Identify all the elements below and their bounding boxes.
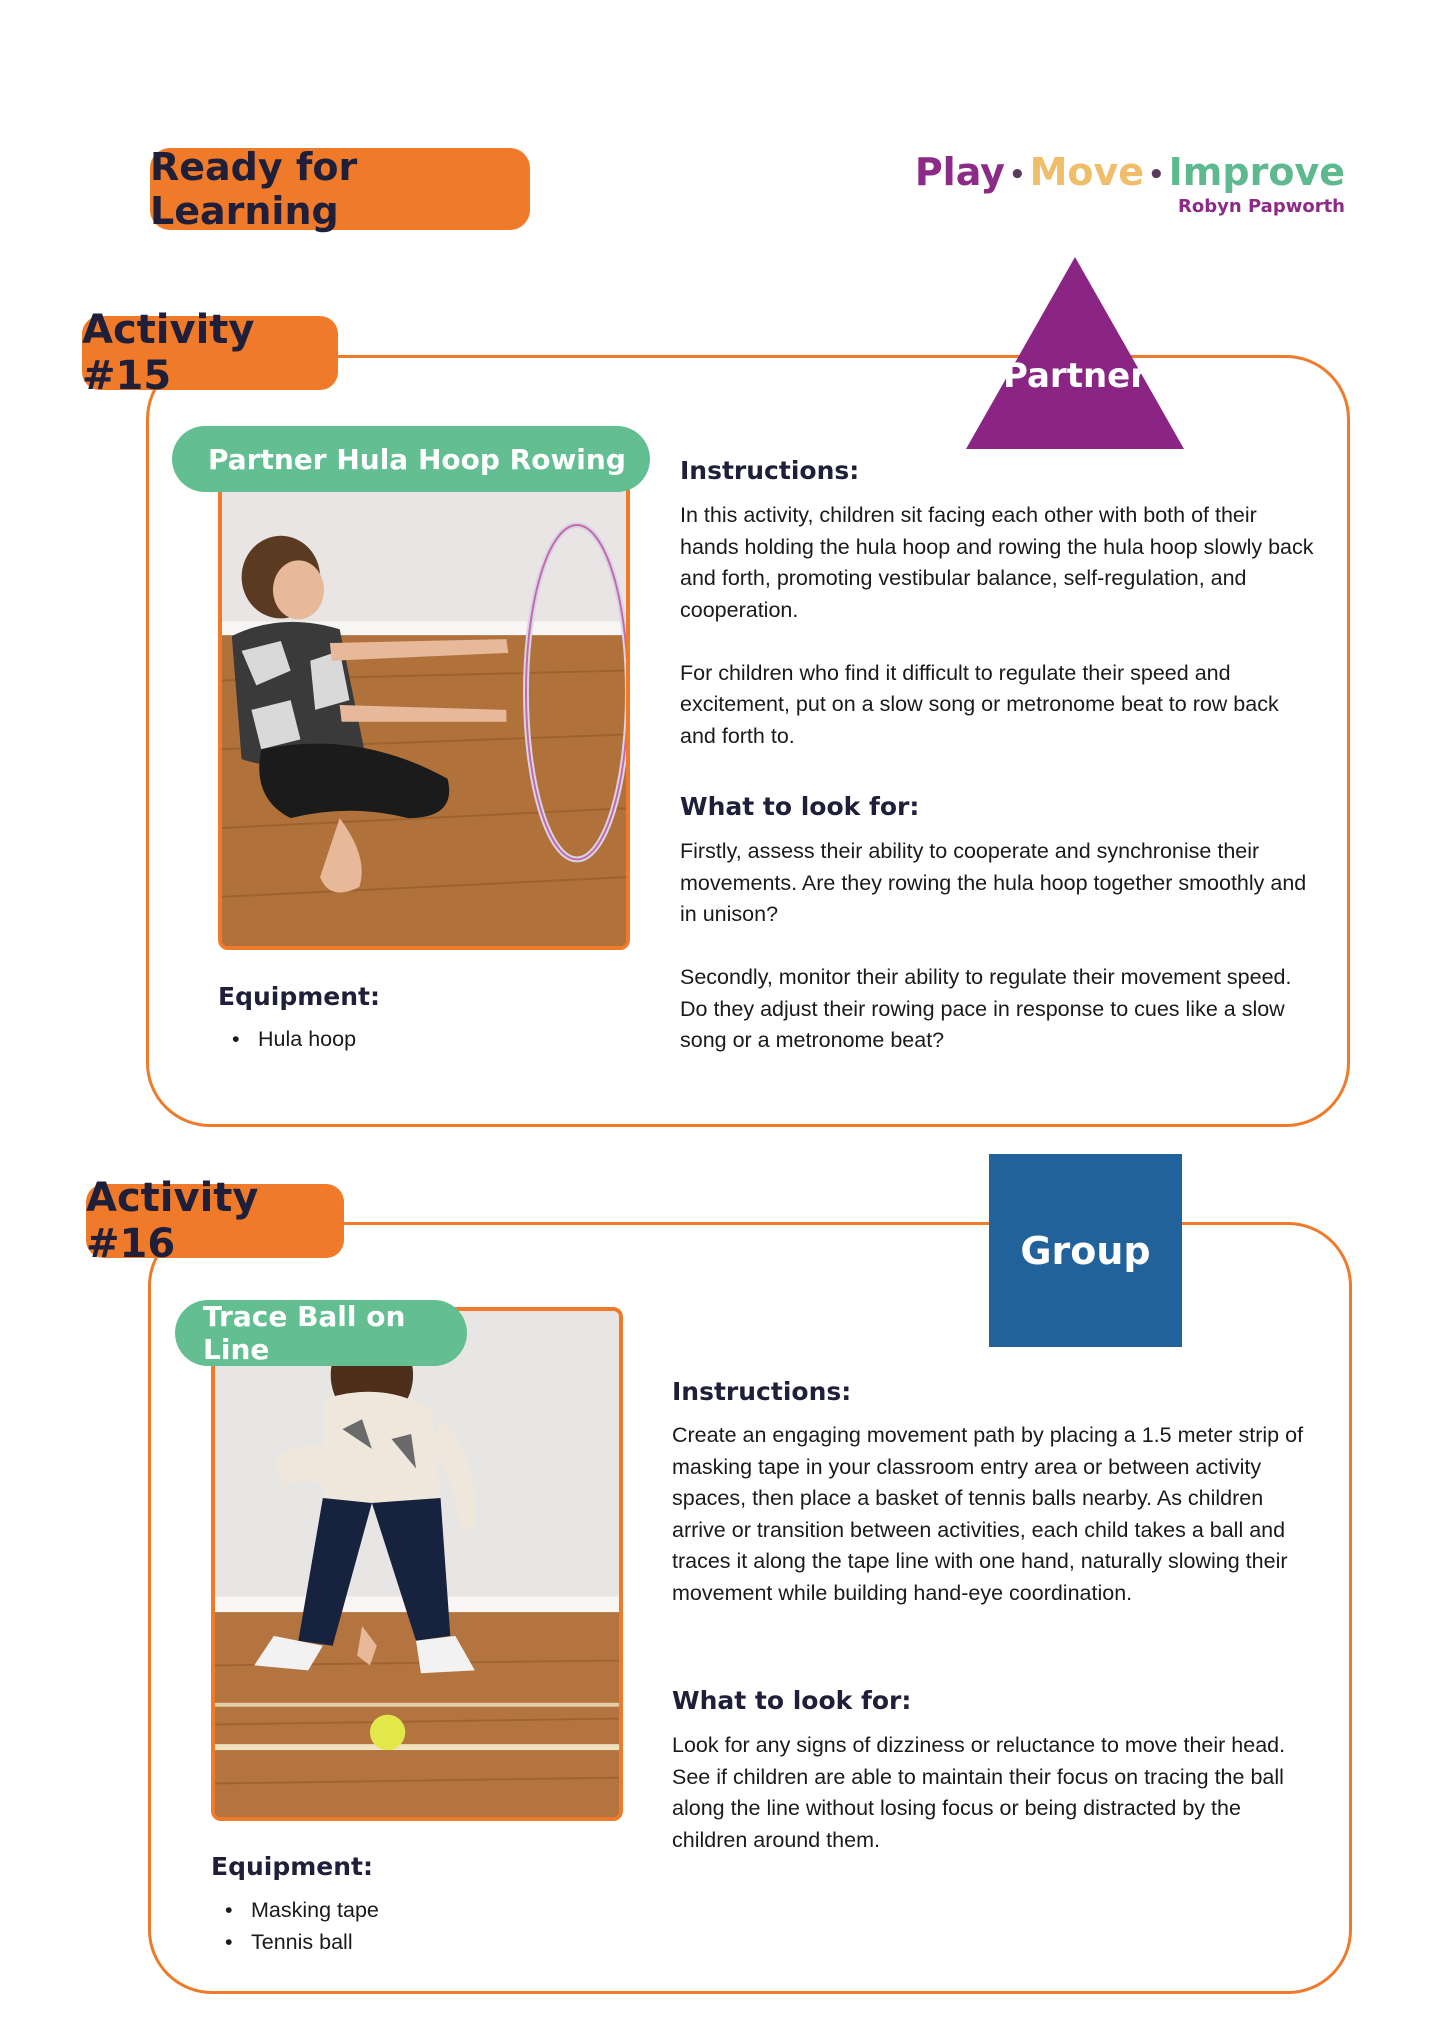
logo-improve: Improve xyxy=(1168,150,1345,194)
equipment-list xyxy=(218,1024,356,1056)
equipment-heading: Equipment: xyxy=(211,1852,373,1881)
brand-logo xyxy=(915,150,1345,217)
page-title: Ready for Learning xyxy=(150,145,358,233)
activity-number-badge: Activity #15 xyxy=(82,316,338,390)
look-for-text: Firstly, assess their ability to cooperate and synchronise their movements. Are they rowing the hula hoop together smoothly and in unison? Secondly, monitor their ability to regulate their movement speed. Do they adjust their rowing pace in response to cues like a slow song or a metronome beat? xyxy=(680,839,1307,1052)
logo-dot: • xyxy=(1008,159,1026,190)
child-tracing-ball-illustration xyxy=(215,1311,619,1817)
equipment-heading: Equipment: xyxy=(218,982,380,1011)
activity-number-badge: Activity #16 xyxy=(86,1184,344,1258)
logo-author: Robyn Papworth xyxy=(1178,196,1345,217)
page-title-badge xyxy=(150,145,530,233)
equipment-item: • Tennis ball xyxy=(211,1927,379,1959)
logo-play: Play xyxy=(914,150,1005,194)
look-for-text: Look for any signs of dizziness or reluctance to move their head. See if children are able to maintain their focus on tracing the ball along the line without losing focus or being distracted by the children around them. xyxy=(672,1733,1286,1852)
activity-type-label: Partner xyxy=(1002,356,1148,396)
activity-type-label: Group xyxy=(1020,1228,1151,1273)
instructions-text: In this activity, children sit facing each other with both of their hands holding the hula hoop and rowing the hula hoop slowly back and forth, promoting vestibular balance, self-regulation, and cooperation. For children who find it difficult to regulate their speed and excitement, put on a slow song or metronome beat to row back and forth to. xyxy=(680,503,1314,748)
instructions-heading: Instructions: xyxy=(680,456,860,485)
equipment-list xyxy=(211,1895,379,1958)
activity-title-tab: Partner Hula Hoop Rowing xyxy=(172,426,650,492)
child-hula-hoop-illustration xyxy=(222,464,626,946)
look-for-heading: What to look for: xyxy=(680,792,920,821)
equipment-item: • Masking tape xyxy=(211,1895,379,1927)
equipment-item: • Hula hoop xyxy=(218,1024,356,1056)
look-for-heading: What to look for: xyxy=(672,1686,912,1715)
logo-dot: • xyxy=(1148,159,1165,190)
instructions-heading: Instructions: xyxy=(672,1377,852,1406)
activity-photo xyxy=(211,1307,623,1821)
logo-move: Move xyxy=(1029,150,1145,194)
activity-title-tab: Trace Ball on Line xyxy=(175,1300,467,1366)
partner-triangle-badge xyxy=(966,257,1184,449)
instructions-text: Create an engaging movement path by placing a 1.5 meter strip of masking tape in your classroom entry area or between activity spaces, then place a basket of tennis balls nearby. As children arrive or transition between activities, each child takes a ball and traces it along the tape line with one hand, naturally slowing their movement while building hand-eye coordination. xyxy=(672,1423,1304,1605)
activity-photo xyxy=(218,460,630,950)
group-square-badge xyxy=(989,1154,1182,1347)
triangle-shape xyxy=(966,257,1184,449)
